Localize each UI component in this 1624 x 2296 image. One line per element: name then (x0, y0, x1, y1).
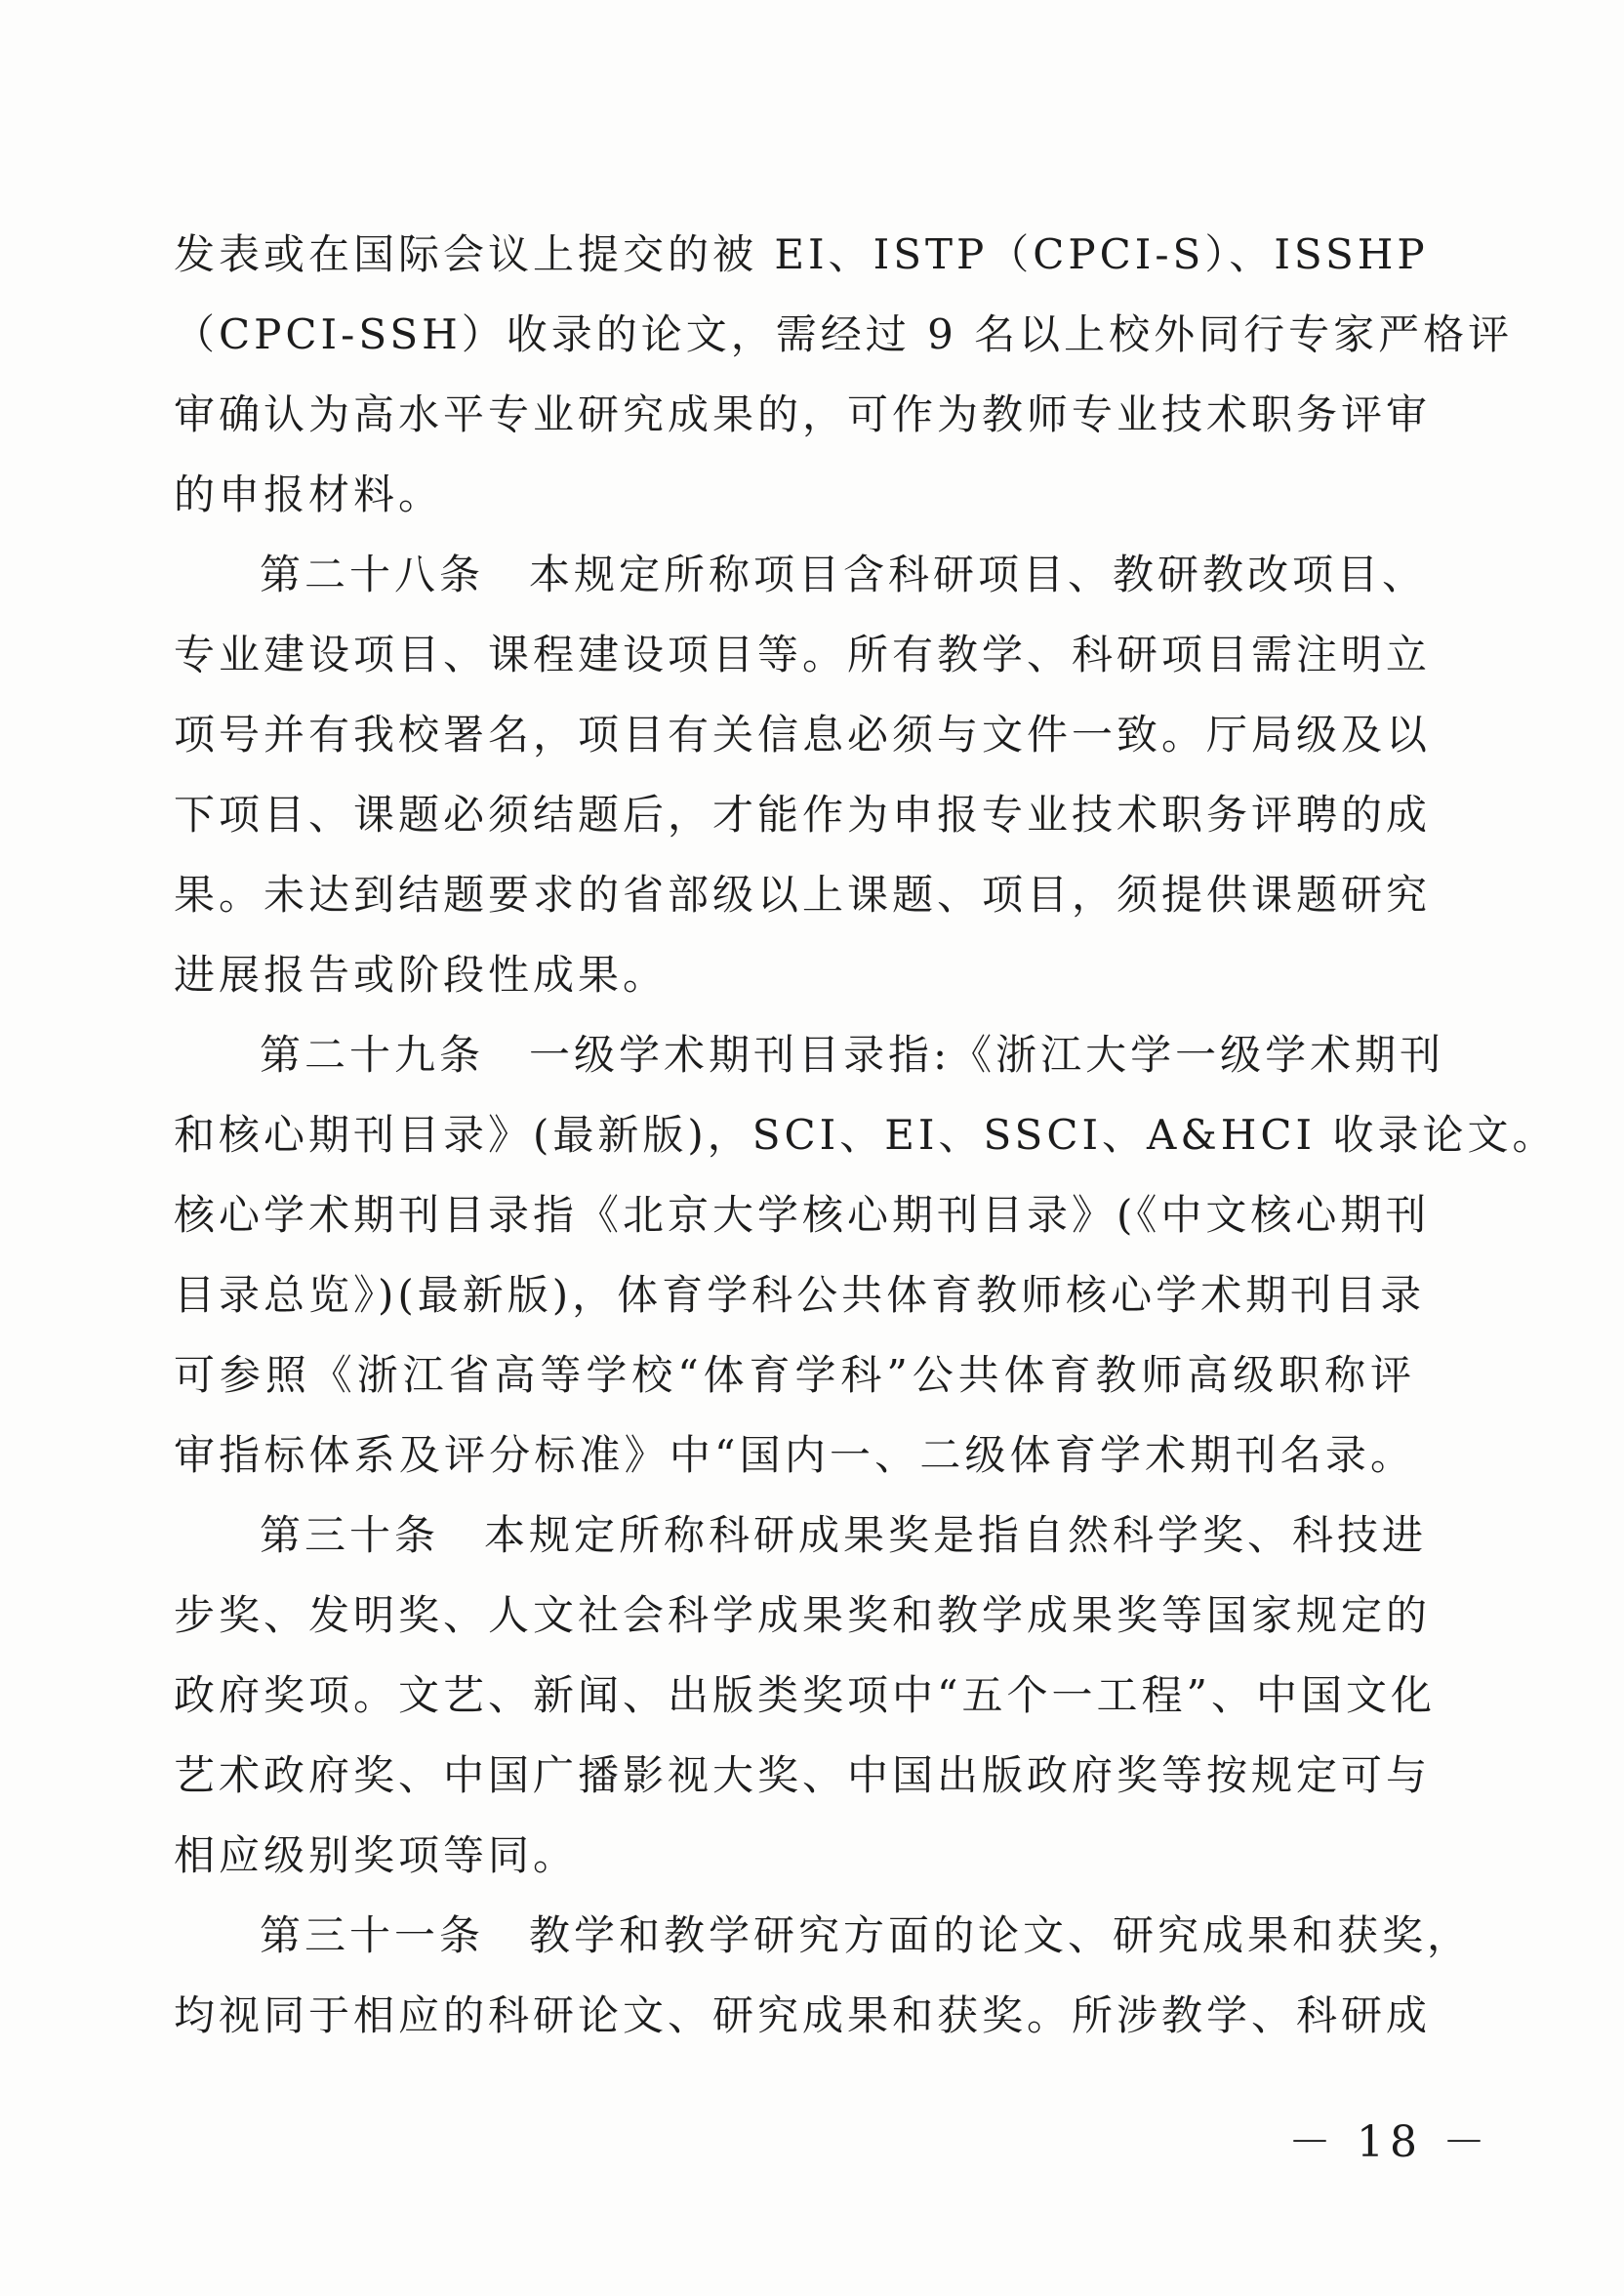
text-line: 政府奖项。文艺、新闻、出版类奖项中“五个一工程”、中国文化 (174, 1671, 1436, 1719)
text-line: 相应级别奖项等同。 (174, 1831, 579, 1879)
article-28-heading-line: 第二十八条 本规定所称项目含科研项目、教研教改项目、 (260, 551, 1428, 598)
text-line: 果。未达到结题要求的省部级以上课题、项目，须提供课题研究 (174, 871, 1432, 919)
text-line: 审指标体系及评分标准》中“国内一、二级体育学术期刊名录。 (174, 1431, 1415, 1479)
text-line: 和核心期刊目录》(最新版)，SCI、EI、SSCI、A&HCI 收录论文。 (174, 1111, 1558, 1159)
text-line: 艺术政府奖、中国广播影视大奖、中国出版政府奖等按规定可与 (174, 1751, 1432, 1799)
text-line: 下项目、课题必须结题后，才能作为申报专业技术职务评聘的成 (174, 791, 1432, 839)
text-line: 核心学术期刊目录指《北京大学核心期刊目录》(《中文核心期刊 (174, 1191, 1431, 1239)
text-line: 发表或在国际会议上提交的被 EI、ISTP（CPCI-S）、ISSHP (174, 230, 1429, 278)
text-line: 项号并有我校署名，项目有关信息必须与文件一致。厅局级及以 (174, 711, 1432, 758)
text-line: 的申报材料。 (174, 471, 444, 518)
article-30-heading-line: 第三十条 本规定所称科研成果奖是指自然科学奖、科技进 (260, 1511, 1428, 1559)
text-line: 专业建设项目、课程建设项目等。所有教学、科研项目需注明立 (174, 631, 1432, 678)
text-line: 目录总览》)(最新版)，体育学科公共体育教师核心学术期刊目录 (174, 1271, 1426, 1319)
text-line: 均视同于相应的科研论文、研究成果和获奖。所涉教学、科研成 (174, 1991, 1432, 2039)
text-line: 步奖、发明奖、人文社会科学成果奖和教学成果奖等国家规定的 (174, 1591, 1432, 1639)
body-text (174, 215, 1558, 2056)
page-number: － 18 － (1288, 2117, 1491, 2167)
text-line: 审确认为高水平专业研究成果的，可作为教师专业技术职务评审 (174, 390, 1432, 438)
text-line: 进展报告或阶段性成果。 (174, 951, 669, 999)
text-line: 可参照《浙江省高等学校“体育学科”公共体育教师高级职称评 (174, 1351, 1415, 1399)
article-29-heading-line: 第二十九条 一级学术期刊目录指:《浙江大学一级学术期刊 (260, 1031, 1445, 1079)
text-line: （CPCI-SSH）收录的论文，需经过 9 名以上校外同行专家严格评 (174, 310, 1514, 358)
article-31-heading-line: 第三十一条 教学和教学研究方面的论文、研究成果和获奖， (260, 1911, 1473, 1959)
